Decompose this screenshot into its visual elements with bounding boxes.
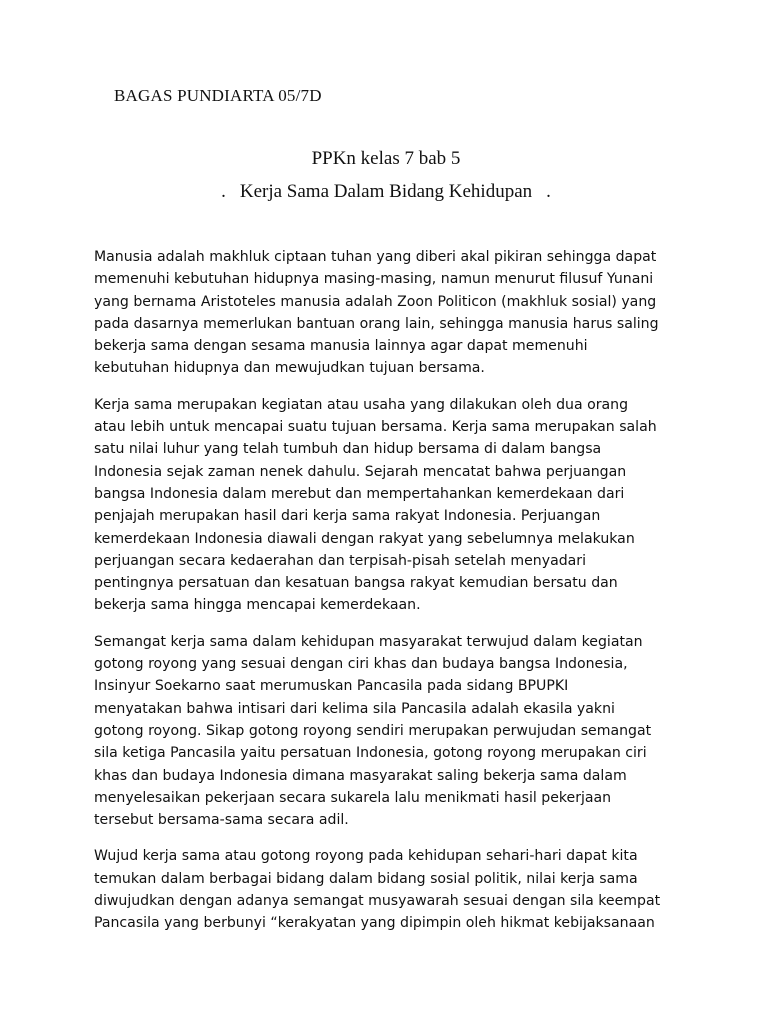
paragraph-3 (94, 631, 684, 832)
paragraph-line: atau lebih untuk mencapai suatu tujuan bersama. Kerja sama merupakan salah (94, 419, 657, 436)
paragraph-line: pentingnya persatuan dan kesatuan bangsa rakyat kemudian bersatu dan (94, 575, 618, 592)
paragraph-line: gotong royong. Sikap gotong royong sendiri merupakan perwujudan semangat (94, 722, 652, 739)
document-subtitle: Kerja Sama Dalam Bidang Kehidupan (239, 181, 533, 202)
paragraph-line: bekerja sama hingga mencapai kemerdekaan. (94, 597, 421, 614)
paragraph-line: penjajah merupakan hasil dari kerja sama rakyat Indonesia. Perjuangan (94, 508, 601, 525)
paragraph-line: bangsa Indonesia dalam merebut dan mempertahankan kemerdekaan dari (94, 485, 625, 502)
paragraph-1 (94, 246, 684, 380)
document-body (94, 246, 684, 949)
paragraph-line: menyelesaikan pekerjaan secara sukarela lalu menikmati hasil pekerjaan (94, 789, 612, 806)
paragraph-line: satu nilai luhur yang telah tumbuh dan hidup bersama di dalam bangsa (94, 441, 602, 458)
paragraph-line: kemerdekaan Indonesia diawali dengan rakyat yang sebelumnya melakukan (94, 530, 635, 547)
paragraph-2 (94, 394, 684, 617)
paragraph-line: Semangat kerja sama dalam kehidupan masyarakat terwujud dalam kegiatan (94, 633, 643, 650)
paragraph-line: bekerja sama dengan sesama manusia lainnya agar dapat memenuhi (94, 338, 588, 355)
paragraph-line: Indonesia sejak zaman nenek dahulu. Sejarah mencatat bahwa perjuangan (94, 463, 627, 480)
subtitle-dot-right: . (546, 181, 551, 202)
paragraph-line: Manusia adalah makhluk ciptaan tuhan yang diberi akal pikiran sehingga dapat (94, 249, 657, 265)
document-subtitle-row (0, 181, 768, 203)
paragraph-line: Kerja sama merupakan kegiatan atau usaha yang dilakukan oleh dua orang (94, 396, 629, 413)
paragraph-line: temukan dalam berbagai bidang dalam bidang sosial politik, nilai kerja sama (94, 870, 638, 887)
document-title: PPKn kelas 7 bab 5 (311, 148, 461, 169)
paragraph-line: tersebut bersama-sama secara adil. (94, 812, 349, 829)
paragraph-line: khas dan budaya Indonesia dimana masyarakat saling bekerja sama dalam (94, 767, 627, 784)
paragraph-line: memenuhi kebutuhan hidupnya masing-masing, namun menurut filusuf Yunani (94, 271, 654, 288)
author-line: BAGAS PUNDIARTA 05/7D (114, 86, 322, 105)
paragraph-line: Pancasila yang berbunyi “kerakyatan yang dipimpin oleh hikmat kebijaksanaan (94, 915, 655, 932)
paragraph-line: kebutuhan hidupnya dan mewujudkan tujuan bersama. (94, 360, 485, 377)
paragraph-line: menyatakan bahwa intisari dari kelima sila Pancasila adalah ekasila yakni (94, 700, 615, 717)
subtitle-dot-left: . (221, 181, 226, 202)
paragraph-line: perjuangan secara kedaerahan dan terpisah-pisah setelah menyadari (94, 552, 587, 569)
paragraph-line: gotong royong yang sesuai dengan ciri khas dan budaya bangsa Indonesia, (94, 656, 628, 673)
paragraph-line: sila ketiga Pancasila yaitu persatuan Indonesia, gotong royong merupakan ciri (94, 745, 647, 762)
paragraph-line: Wujud kerja sama atau gotong royong pada kehidupan sehari-hari dapat kita (94, 848, 638, 865)
paragraph-4 (94, 845, 684, 934)
paragraph-line: pada dasarnya memerlukan bantuan orang lain, sehingga manusia harus saling (94, 315, 659, 332)
paragraph-line: Insinyur Soekarno saat merumuskan Pancasila pada sidang BPUPKI (94, 678, 569, 695)
paragraph-line: yang bernama Aristoteles manusia adalah Zoon Politicon (makhluk sosial) yang (94, 293, 657, 310)
paragraph-line: diwujudkan dengan adanya semangat musyawarah sesuai dengan sila keempat (94, 893, 661, 910)
